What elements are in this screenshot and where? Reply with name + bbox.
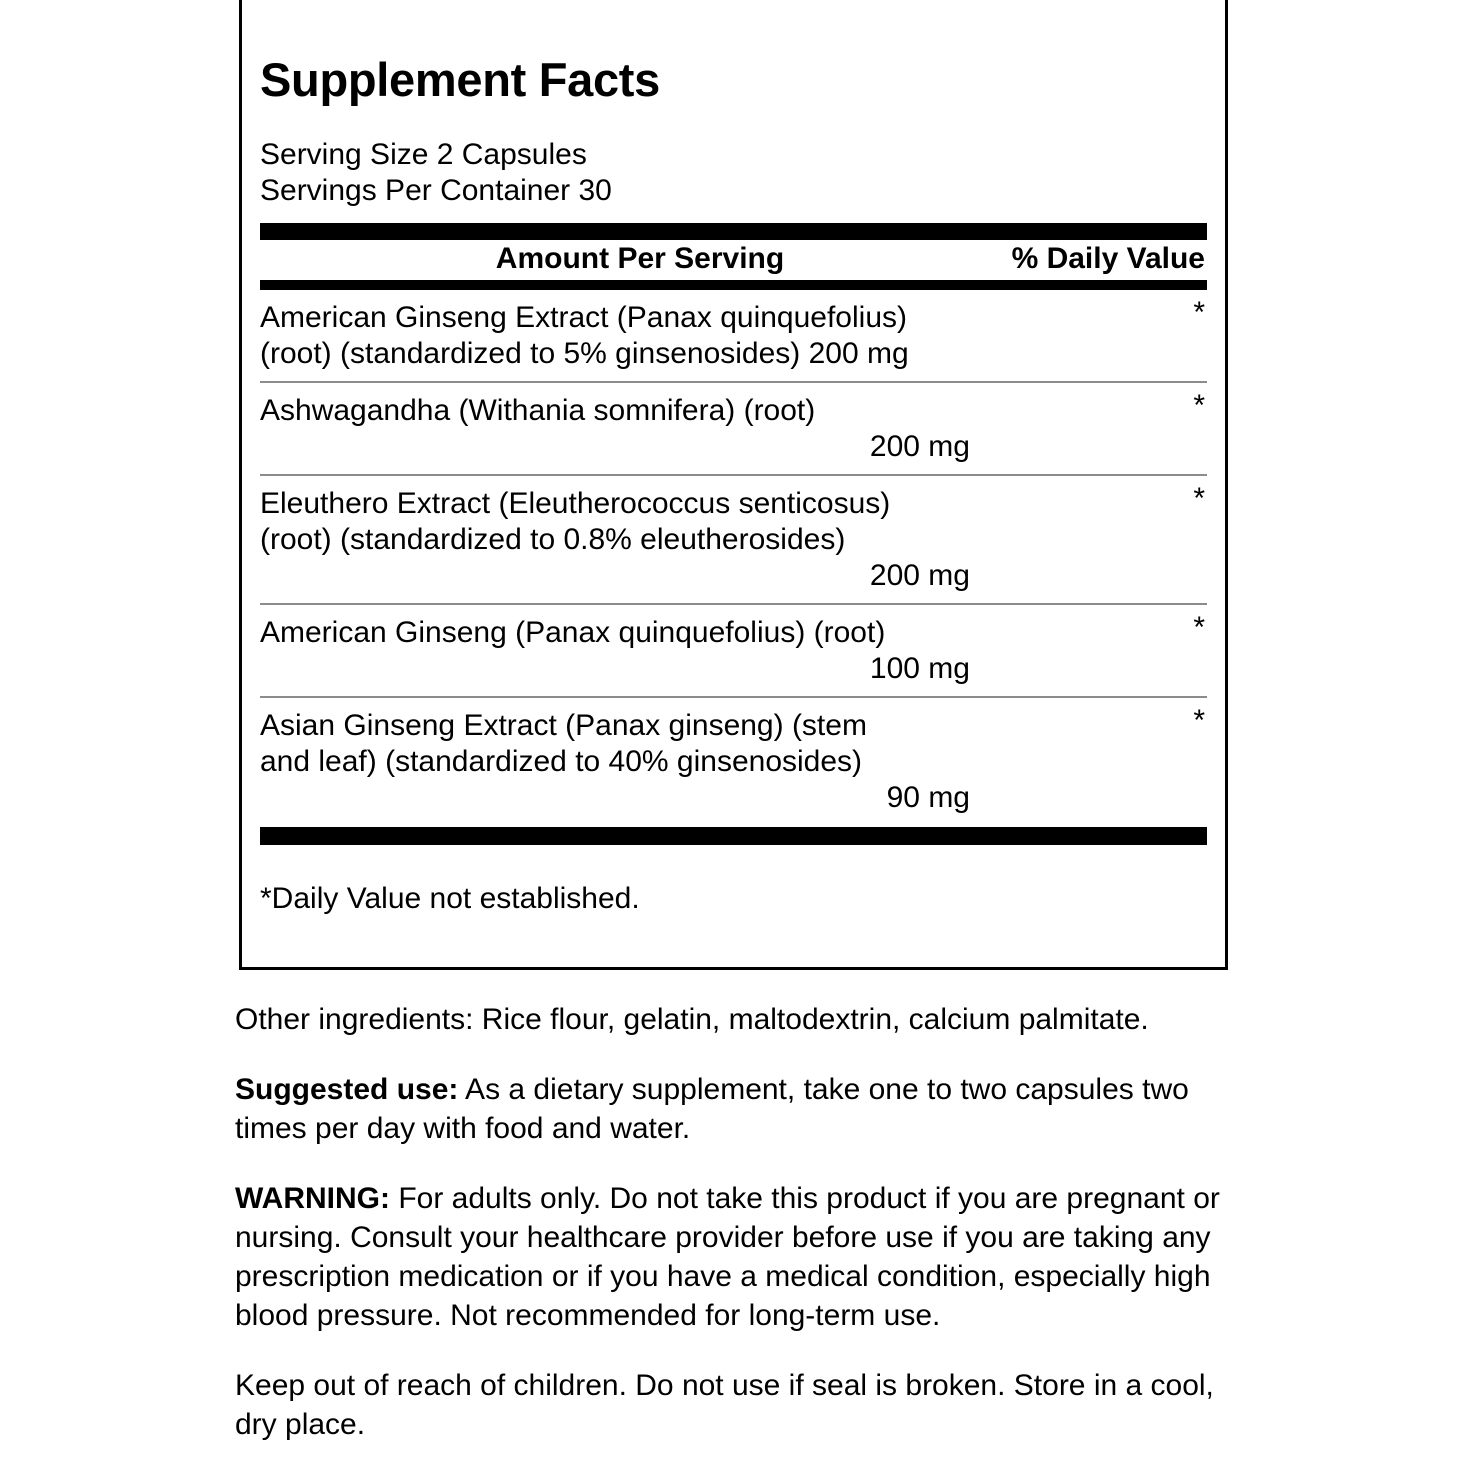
daily-value-cell: * <box>1193 388 1205 422</box>
serving-info <box>260 137 1205 209</box>
daily-value-cell: * <box>1193 295 1205 329</box>
table-row <box>260 605 1205 696</box>
table-row <box>260 476 1205 603</box>
warning-paragraph <box>235 1179 1245 1335</box>
ingredient-name <box>260 486 960 558</box>
rule-thick-bottom <box>260 827 1207 845</box>
ingredient-amount: 90 mg <box>886 780 970 814</box>
ingredient-name <box>260 708 960 780</box>
ingredient-name-line: Eleuthero Extract (Eleutherococcus senticosus) <box>260 486 891 520</box>
ingredient-name-line: Asian Ginseng Extract (Panax ginseng) (stem <box>260 708 867 742</box>
ingredient-name <box>260 300 960 372</box>
rule-thick-top <box>260 223 1207 240</box>
servings-per-container: Servings Per Container 30 <box>260 173 612 207</box>
storage-paragraph: Keep out of reach of children. Do not use if seal is broken. Store in a cool, dry place. <box>235 1369 1214 1441</box>
table-row <box>260 698 1205 825</box>
ingredient-amount: 100 mg <box>869 651 970 685</box>
suggested-use-label: Suggested use: <box>235 1073 459 1106</box>
ingredient-name-line: (root) (standardized to 5% ginsenosides) 200 mg <box>260 336 909 370</box>
daily-value-header: % Daily Value <box>1011 241 1205 275</box>
ingredient-name <box>260 393 960 429</box>
serving-size: Serving Size 2 Capsules <box>260 137 587 171</box>
suggested-use-paragraph <box>235 1070 1245 1148</box>
warning-label: WARNING: <box>235 1182 390 1215</box>
ingredient-name-line: American Ginseng Extract (Panax quinquefolius) <box>260 300 907 334</box>
ingredient-name-line: American Ginseng (Panax quinquefolius) (root) <box>260 615 886 649</box>
supplement-facts-panel <box>239 0 1228 970</box>
ingredient-amount: 200 mg <box>869 429 970 463</box>
table-row <box>260 290 1205 381</box>
ingredient-amount: 200 mg <box>869 558 970 592</box>
column-header-row <box>260 240 1205 280</box>
page-title: Supplement Facts <box>260 53 661 106</box>
warning-text: For adults only. Do not take this product if you are pregnant or nursing. Consult your healthcare provider before use if you are taking any prescription medication or if you have a medical condition, especially high blood pressure. Not recommended for long-term use. <box>235 1182 1220 1332</box>
ingredient-name-line: Ashwagandha (Withania somnifera) (root) <box>260 393 816 427</box>
table-row <box>260 383 1205 474</box>
ingredient-name <box>260 615 960 651</box>
daily-value-cell: * <box>1193 610 1205 644</box>
amount-per-serving-header: Amount Per Serving <box>495 241 785 275</box>
other-ingredients-paragraph: Other ingredients: Rice flour, gelatin, maltodextrin, calcium palmitate. <box>235 1003 1149 1036</box>
daily-value-footnote: *Daily Value not established. <box>260 881 640 915</box>
ingredient-name-line: and leaf) (standardized to 40% ginsenosides) <box>260 744 863 778</box>
rule-under-headers <box>260 280 1207 290</box>
suggested-use-text: As a dietary supplement, take one to two capsules two times per day with food and water. <box>235 1073 1189 1145</box>
daily-value-cell: * <box>1193 703 1205 737</box>
ingredient-name-line: (root) (standardized to 0.8% eleutherosides) <box>260 522 846 556</box>
daily-value-cell: * <box>1193 481 1205 515</box>
label-body-text <box>235 1000 1245 1444</box>
